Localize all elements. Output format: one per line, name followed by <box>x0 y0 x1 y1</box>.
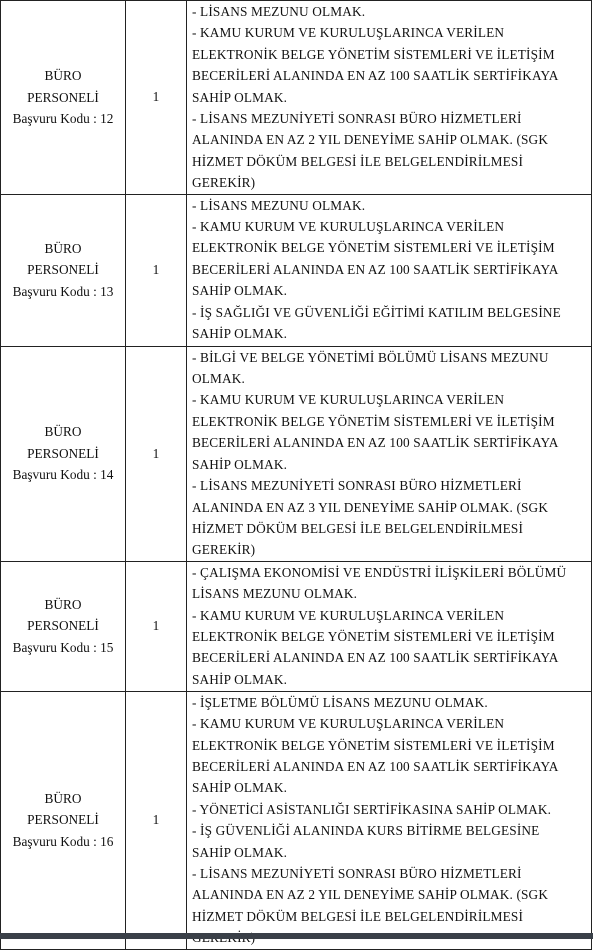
position-count: 1 <box>152 262 160 278</box>
position-title: PERSONELİ <box>27 262 99 278</box>
requirement-line: - KAMU KURUM VE KURULUŞLARINCA VERİLEN <box>192 607 505 623</box>
position-cell <box>1 346 126 561</box>
requirement-line: - LİSANS MEZUNİYETİ SONRASI BÜRO HİZMETLERİ <box>192 478 522 494</box>
position-count: 1 <box>152 812 160 828</box>
application-code: Başvuru Kodu : 15 <box>12 639 114 655</box>
requirement-line: SAHİP OLMAK. <box>192 456 288 472</box>
requirement-line: - KAMU KURUM VE KURULUŞLARINCA VERİLEN <box>192 219 505 235</box>
requirements-cell <box>187 194 592 346</box>
count-cell <box>126 1 187 195</box>
requirement-line: - LİSANS MEZUNİYETİ SONRASI BÜRO HİZMETLERİ <box>192 865 522 881</box>
requirement-line: LİSANS MEZUNU OLMAK. <box>192 586 358 602</box>
requirements-cell <box>187 346 592 561</box>
position-cell <box>1 194 126 346</box>
position-title: PERSONELİ <box>27 89 99 105</box>
application-code: Başvuru Kodu : 14 <box>12 467 114 483</box>
requirement-line: ALANINDA EN AZ 2 YIL DENEYİME SAHİP OLMAK. (SGK <box>192 887 549 903</box>
count-cell <box>126 346 187 561</box>
position-title: BÜRO <box>44 68 82 84</box>
requirement-line: - ÇALIŞMA EKONOMİSİ VE ENDÜSTRİ İLİŞKİLERİ BÖLÜMÜ <box>192 564 567 580</box>
requirement-line: - KAMU KURUM VE KURULUŞLARINCA VERİLEN <box>192 716 505 732</box>
requirement-line: GEREKİR) <box>192 542 256 558</box>
position-count: 1 <box>152 89 160 105</box>
table-row <box>1 194 592 346</box>
requirement-line: BECERİLERİ ALANINDA EN AZ 100 SAATLİK SERTİFİKAYA <box>192 68 559 84</box>
requirement-line: SAHİP OLMAK. <box>192 89 288 105</box>
requirement-line: - KAMU KURUM VE KURULUŞLARINCA VERİLEN <box>192 25 505 41</box>
requirement-line: - LİSANS MEZUNU OLMAK. <box>192 4 366 19</box>
requirement-line: - BİLGİ VE BELGE YÖNETİMİ BÖLÜMÜ LİSANS MEZUNU <box>192 349 549 365</box>
position-count: 1 <box>152 618 160 634</box>
requirement-line: - KAMU KURUM VE KURULUŞLARINCA VERİLEN <box>192 392 505 408</box>
requirements-cell <box>187 691 592 949</box>
requirements-cell <box>187 561 592 691</box>
count-cell <box>126 691 187 949</box>
count-cell <box>126 561 187 691</box>
requirement-line: BECERİLERİ ALANINDA EN AZ 100 SAATLİK SERTİFİKAYA <box>192 758 559 774</box>
application-code: Başvuru Kodu : 16 <box>12 833 114 849</box>
position-title: PERSONELİ <box>27 445 99 461</box>
requirement-line: HİZMET DÖKÜM BELGESİ İLE BELGELENDİRİLMESİ <box>192 520 524 536</box>
requirement-line: ELEKTRONİK BELGE YÖNETİM SİSTEMLERİ VE İLETİŞİM <box>192 240 555 256</box>
requirement-line: - İŞ SAĞLIĞI VE GÜVENLİĞİ EĞİTİMİ KATILIM BELGESİNE <box>192 304 561 320</box>
position-title: BÜRO <box>44 240 82 256</box>
requirement-line: ELEKTRONİK BELGE YÖNETİM SİSTEMLERİ VE İLETİŞİM <box>192 413 555 429</box>
requirement-line: - İŞLETME BÖLÜMÜ LİSANS MEZUNU OLMAK. <box>192 694 488 710</box>
requirement-line: OLMAK. <box>192 371 245 387</box>
requirement-line: BECERİLERİ ALANINDA EN AZ 100 SAATLİK SERTİFİKAYA <box>192 650 559 666</box>
requirement-line: ELEKTRONİK BELGE YÖNETİM SİSTEMLERİ VE İLETİŞİM <box>192 46 555 62</box>
count-cell <box>126 194 187 346</box>
application-code: Başvuru Kodu : 12 <box>12 111 114 127</box>
requirement-line: SAHİP OLMAK. <box>192 283 288 299</box>
requirement-line: ELEKTRONİK BELGE YÖNETİM SİSTEMLERİ VE İLETİŞİM <box>192 737 555 753</box>
requirement-line: ALANINDA EN AZ 2 YIL DENEYİME SAHİP OLMAK. (SGK <box>192 132 549 148</box>
table-row <box>1 691 592 949</box>
requirement-line: SAHİP OLMAK. <box>192 844 288 860</box>
table-row <box>1 561 592 691</box>
position-title: PERSONELİ <box>27 812 99 828</box>
position-title: PERSONELİ <box>27 618 99 634</box>
requirement-line: GEREKİR) <box>192 175 256 191</box>
requirement-line: SAHİP OLMAK. <box>192 671 288 687</box>
position-cell <box>1 691 126 949</box>
requirement-line: - LİSANS MEZUNİYETİ SONRASI BÜRO HİZMETLERİ <box>192 111 522 127</box>
requirements-cell <box>187 1 592 195</box>
application-code: Başvuru Kodu : 13 <box>12 283 114 299</box>
position-cell <box>1 1 126 195</box>
position-count: 1 <box>152 445 160 461</box>
requirement-line: HİZMET DÖKÜM BELGESİ İLE BELGELENDİRİLMESİ <box>192 153 524 169</box>
requirement-line: SAHİP OLMAK. <box>192 780 288 796</box>
window-bottom-bar <box>0 933 593 939</box>
requirement-line: BECERİLERİ ALANINDA EN AZ 100 SAATLİK SERTİFİKAYA <box>192 435 559 451</box>
position-title: BÜRO <box>44 596 82 612</box>
table-row <box>1 346 592 561</box>
requirement-line: HİZMET DÖKÜM BELGESİ İLE BELGELENDİRİLMESİ <box>192 908 524 924</box>
requirement-line: BECERİLERİ ALANINDA EN AZ 100 SAATLİK SERTİFİKAYA <box>192 261 559 277</box>
position-cell <box>1 561 126 691</box>
requirement-line: ELEKTRONİK BELGE YÖNETİM SİSTEMLERİ VE İLETİŞİM <box>192 628 555 644</box>
requirement-line: - İŞ GÜVENLİĞİ ALANINDA KURS BİTİRME BELGESİNE <box>192 823 540 839</box>
table-row <box>1 1 592 195</box>
position-title: BÜRO <box>44 424 82 440</box>
requirement-line: ALANINDA EN AZ 3 YIL DENEYİME SAHİP OLMAK. (SGK <box>192 499 549 515</box>
requirement-line: SAHİP OLMAK. <box>192 326 288 342</box>
position-title: BÜRO <box>44 790 82 806</box>
requirement-line: - YÖNETİCİ ASİSTANLIĞI SERTİFİKASINA SAHİP OLMAK. <box>192 801 552 817</box>
requirement-line: - LİSANS MEZUNU OLMAK. <box>192 197 366 213</box>
